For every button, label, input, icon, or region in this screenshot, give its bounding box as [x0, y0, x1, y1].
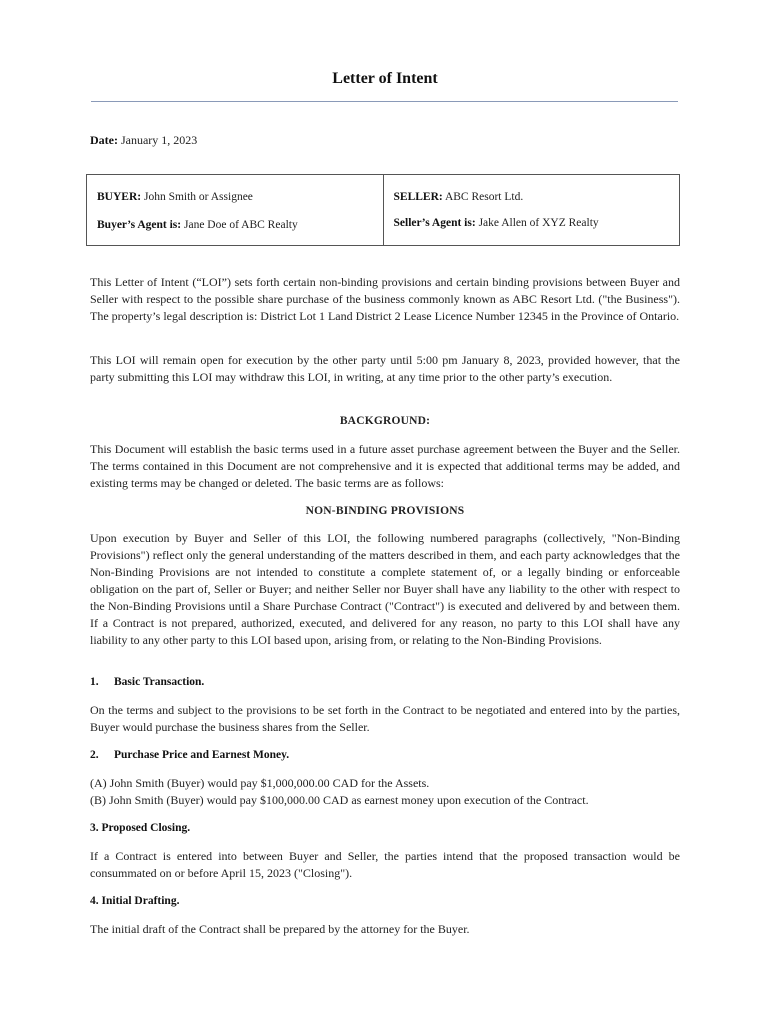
section-2-title: Purchase Price and Earnest Money. — [114, 749, 290, 761]
seller-line — [394, 189, 524, 205]
seller-cell — [383, 175, 680, 245]
open-paragraph: This LOI will remain open for execution by the other party until 5:00 pm January 8, 2023, provided however, that the party submitting this LOI may withdraw this LOI, in writing, at any time prior to the other party’s execution. — [90, 353, 680, 384]
nonbinding-paragraph: Upon execution by Buyer and Seller of this LOI, the following numbered paragraphs (collectively, "Non-Binding Provisions") reflect only the general understanding of the matters described in them, and each party acknowledges that the Non-Binding Provisions are not intended to constitute a complete statement of, or a legally binding or enforceable obligation on the part of, Seller or Buyer; and neither Seller nor Buyer shall have any liability to the other with respect to the Non-Binding Provisions until a Share Purchase Contract ("Contract") is executed and delivered by and between them. If a Contract is not prepared, authorized, executed, and delivered for any reason, no party to this LOI shall have any liability to any other party to this LOI based upon, arising from, or relating to the Non-Binding Provisions. — [90, 531, 680, 647]
section-1-title: Basic Transaction. — [114, 676, 205, 688]
buyer-value: John Smith or Assignee — [141, 191, 253, 203]
seller-label: SELLER: — [393, 191, 443, 203]
buyer-agent-line — [97, 217, 298, 233]
date-value: January 1, 2023 — [117, 133, 198, 147]
section-2-number: 2. — [90, 749, 99, 761]
section-1-heading — [90, 674, 680, 691]
buyer-cell — [87, 175, 383, 245]
buyer-agent-label: Buyer’s Agent is: — [97, 219, 182, 231]
title-divider — [91, 101, 678, 102]
parties-table — [86, 174, 680, 246]
buyer-label: BUYER: — [97, 191, 142, 203]
section-4-heading: 4. Initial Drafting. — [90, 895, 180, 907]
date-line — [90, 132, 680, 149]
date-label: Date: — [90, 133, 118, 147]
buyer-agent-value: Jane Doe of ABC Realty — [181, 219, 298, 231]
seller-agent-label: Seller’s Agent is: — [393, 217, 476, 229]
section-1-paragraph: On the terms and subject to the provisions to be set forth in the Contract to be negotiated and entered into by the parties, Buyer would purchase the business shares from the Seller. — [90, 703, 680, 734]
section-2-item-b: (B) John Smith (Buyer) would pay $100,000.00 CAD as earnest money upon execution of the Contract. — [90, 793, 589, 807]
buyer-line — [97, 189, 253, 205]
section-2-item-a: (A) John Smith (Buyer) would pay $1,000,000.00 CAD for the Assets. — [90, 776, 430, 790]
background-paragraph: This Document will establish the basic terms used in a future asset purchase agreement between the Buyer and the Seller. The terms contained in this Document are not comprehensive and it is expected that additional terms may be added, and existing terms may be changed or deleted. The basic terms are as follows: — [90, 442, 680, 490]
nonbinding-heading: NON-BINDING PROVISIONS — [305, 505, 465, 517]
background-heading: BACKGROUND: — [339, 415, 431, 427]
section-2-heading — [90, 747, 680, 764]
seller-agent-line — [394, 215, 599, 231]
intro-paragraph: This Letter of Intent (“LOI”) sets forth certain non-binding provisions and certain binding provisions between Buyer and Seller with respect to the possible share purchase of the business commonly known as ABC Resort Ltd. ("the Business"). The property’s legal description is: District Lot 1 Land District 2 Lease Licence Number 12345 in the Province of Ontario. — [90, 275, 680, 323]
seller-value: ABC Resort Ltd. — [442, 191, 524, 203]
section-4-paragraph: The initial draft of the Contract shall be prepared by the attorney for the Buyer. — [90, 922, 470, 936]
seller-agent-value: Jake Allen of XYZ Realty — [475, 217, 599, 229]
section-3-paragraph: If a Contract is entered into between Buyer and Seller, the parties intend that the proposed transaction would be consummated on or before April 15, 2023 ("Closing"). — [90, 849, 680, 880]
section-1-number: 1. — [90, 676, 99, 688]
section-3-heading: 3. Proposed Closing. — [90, 822, 191, 834]
document-title: Letter of Intent — [332, 70, 438, 87]
